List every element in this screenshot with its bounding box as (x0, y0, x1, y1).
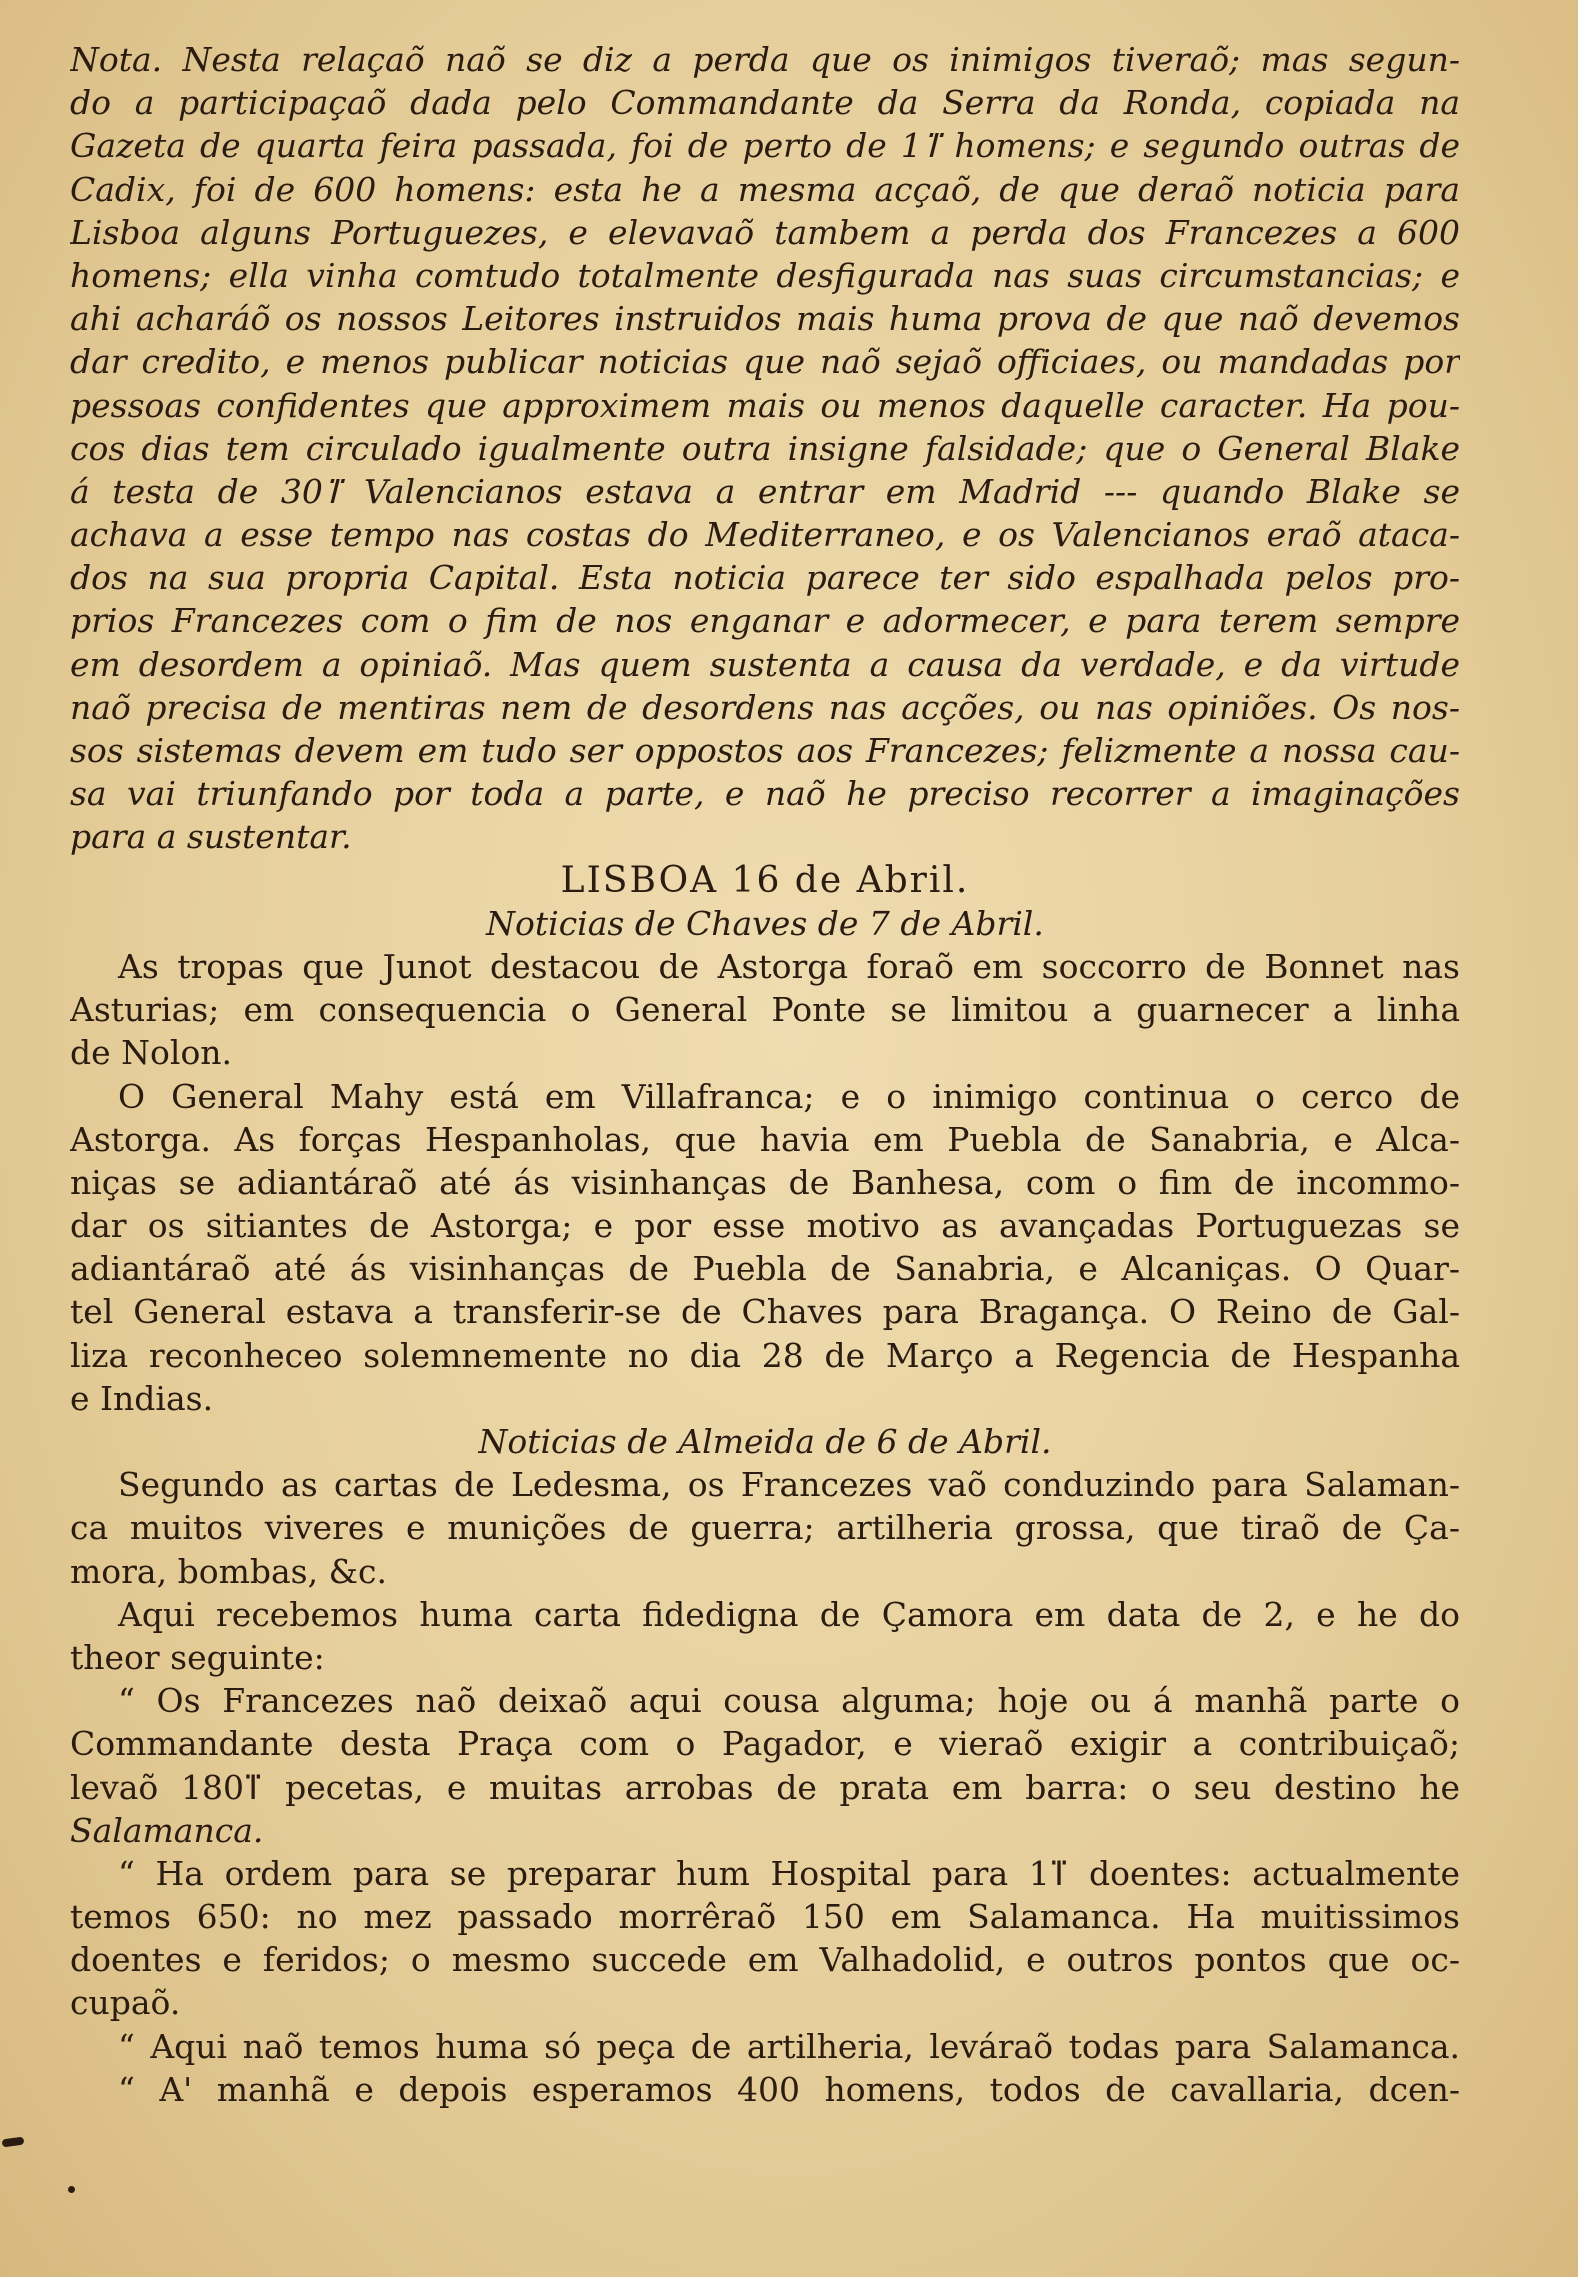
dateline-heading: LISBOA 16 de Abril. (560, 859, 970, 901)
nota-line: sos sistemas devem em tudo ser oppostos aos Francezes; felizmente a nossa cau- (70, 731, 1460, 770)
nota-line: prios Francezes com o fim de nos enganar e adormecer, e para terem sempre (70, 601, 1460, 641)
ink-blot (2, 2137, 25, 2148)
nota-line: dar credito, e menos publicar noticias que naõ sejaõ officiaes, ou mandadas por (70, 342, 1460, 382)
text-line: de Nolon. (70, 1033, 233, 1073)
section-title-chaves: Noticias de Chaves de 7 de Abril. (486, 903, 1044, 943)
text-line: As tropas que Junot destacou de Astorga foraõ em soccorro de Bonnet nas (118, 946, 1460, 986)
page-text (70, 38, 1460, 2111)
nota-line: Gazeta de quarta feira passada, foi de perto de 1ⴶ homens; e segundo outras de (70, 126, 1460, 166)
text-line: O General Mahy está em Villafranca; e o inimigo continua o cerco de (118, 1076, 1460, 1116)
text-line: tel General estava a transferir-se de Chaves para Bragança. O Reino de Gal- (70, 1292, 1460, 1332)
text-line: “ Ha ordem para se preparar hum Hospital para 1ⴶ doentes: actualmente (118, 1853, 1460, 1893)
nota-line: pessoas confidentes que approximem mais ou menos daquelle caracter. Ha pou- (70, 385, 1460, 425)
nota-line: dos na sua propria Capital. Esta noticia parece ter sido espalhada pelos pro- (70, 558, 1460, 598)
nota-line: achava a esse tempo nas costas do Mediterraneo, e os Valencianos eraõ ataca- (70, 515, 1460, 555)
nota-line: á testa de 30ⴶ Valencianos estava a entrar em Madrid --- quando Blake se (70, 471, 1460, 511)
text-line: adiantáraõ até ás visinhanças de Puebla de Sanabria, e Alcaniças. O Quar- (70, 1249, 1460, 1289)
text-line: levaõ 180ⴶ pecetas, e muitas arrobas de prata em barra: o seu destino he (70, 1767, 1460, 1807)
text-line: dar os sitiantes de Astorga; e por esse motivo as avançadas Portuguezas se (70, 1206, 1460, 1246)
text-line: Astorga. As forças Hespanholas, que havia em Puebla de Sanabria, e Alca- (70, 1119, 1460, 1159)
section-title-almeida: Noticias de Almeida de 6 de Abril. (478, 1422, 1052, 1461)
text-line: cupaõ. (70, 1983, 181, 2023)
text-line: Segundo as cartas de Ledesma, os Francezes vaõ conduzindo para Salaman- (118, 1465, 1460, 1505)
text-line: mora, bombas, &c. (70, 1551, 387, 1591)
nota-line: naõ precisa de mentiras nem de desordens nas acções, ou nas opiniões. Os nos- (70, 687, 1460, 727)
text-line: Aqui recebemos huma carta fidedigna de Çamora em data de 2, e he do (118, 1594, 1460, 1634)
nota-paragraph (70, 38, 1460, 859)
nota-line: do a participaçaõ dada pelo Commandante da Serra da Ronda, copiada na (70, 83, 1460, 123)
nota-line: Nota. Nesta relaçaõ naõ se diz a perda que os inimigos tiveraõ; mas segun- (70, 40, 1460, 79)
ink-dot (68, 2186, 75, 2193)
text-line: doentes e feridos; o mesmo succede em Valhadolid, e outros pontos que oc- (70, 1940, 1460, 1980)
almeida-paragraph-1 (70, 1463, 1460, 1593)
nota-line: Cadix, foi de 600 homens: esta he a mesma acçaõ, de que deraõ noticia para (70, 169, 1460, 209)
text-line: Salamanca. (70, 1810, 264, 1850)
chaves-paragraph-1 (70, 945, 1460, 1075)
almeida-paragraph-2 (70, 1593, 1460, 1679)
nota-line: sa vai triunfando por toda a parte, e naõ he preciso recorrer a imaginações (70, 774, 1460, 814)
text-line: “ Os Francezes naõ deixaõ aqui cousa alguma; hoje ou á manhã parte o (118, 1681, 1460, 1721)
quote-paragraph-4: “ A' manhã e depois esperamos 400 homens, todos de cavallaria, dcen- (118, 2069, 1460, 2109)
text-line: Commandante desta Praça com o Pagador, e vieraõ exigir a contribuiçaõ; (70, 1724, 1460, 1764)
quote-paragraph-2 (70, 1852, 1460, 2025)
text-line: Asturias; em consequencia o General Ponte se limitou a guarnecer a linha (70, 990, 1460, 1030)
quote-paragraph-1 (70, 1679, 1460, 1852)
nota-line: Lisboa alguns Portuguezes, e elevavaõ tambem a perda dos Francezes a 600 (70, 212, 1460, 252)
text-line: liza reconheceo solemnemente no dia 28 de Março a Regencia de Hespanha (70, 1335, 1460, 1375)
text-line: e Indias. (70, 1378, 214, 1418)
text-line: temos 650: no mez passado morrêraõ 150 em Salamanca. Ha muitissimos (70, 1897, 1460, 1937)
text-line: theor seguinte: (70, 1637, 325, 1677)
nota-line: em desordem a opiniaõ. Mas quem sustenta a causa da verdade, e da virtude (70, 644, 1460, 684)
chaves-paragraph-2 (70, 1075, 1460, 1421)
text-line: ca muitos viveres e munições de guerra; artilheria grossa, que tiraõ de Ça- (70, 1508, 1460, 1548)
nota-line: para a sustentar. (70, 817, 352, 857)
quote-paragraph-3: “ Aqui naõ temos huma só peça de artilheria, leváraõ todas para Salamanca. (118, 2026, 1460, 2066)
nota-line: cos dias tem circulado igualmente outra insigne falsidade; que o General Blake (70, 428, 1460, 468)
nota-line: ahi acharáõ os nossos Leitores instruidos mais huma prova de que naõ devemos (70, 299, 1460, 339)
text-line: niças se adiantáraõ até ás visinhanças de Banhesa, com o fim de incommo- (70, 1162, 1460, 1202)
nota-line: homens; ella vinha comtudo totalmente desfigurada nas suas circumstancias; e (70, 255, 1460, 295)
